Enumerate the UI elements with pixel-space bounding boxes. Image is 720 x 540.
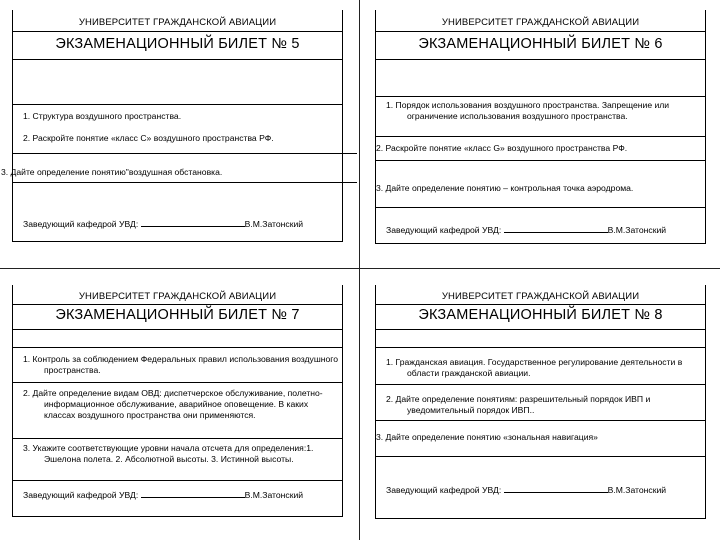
divider [13, 480, 342, 481]
exam-ticket-6 [375, 10, 706, 244]
signature-line [23, 217, 303, 229]
signature-blank [141, 217, 245, 227]
head-label: Заведующий кафедрой УВД: [386, 485, 502, 495]
question-1: 1. Контроль за соблюдением Федеральных правил использования воздушного пространства. [23, 354, 338, 375]
vertical-cut-line [359, 0, 360, 540]
signature-blank [504, 483, 608, 493]
ticket-title: ЭКЗАМЕНАЦИОННЫЙ БИЛЕТ № 5 [55, 36, 300, 52]
divider [376, 96, 705, 97]
exam-ticket-5 [1, 10, 343, 242]
signature-line [386, 223, 666, 235]
signature-blank [504, 223, 608, 233]
question-1: 1. Гражданская авиация. Государственное регулирование деятельности в области гражданской авиации. [386, 357, 683, 378]
question-3: 3. Укажите соответствующие уровни начала отсчета для определения:1. Эшелона полета. 2. Абсолютной высоты. 3. Истинной высоты. [23, 443, 314, 464]
question-2: 2. Раскройте понятие «класс G» воздушного пространства РФ. [376, 143, 628, 153]
divider [13, 382, 342, 383]
divider [13, 347, 342, 348]
head-name: В.М.Затонский [607, 225, 667, 235]
question-3: 3. Дайте определение понятию «зональная навигация» [376, 432, 598, 442]
head-name: В.М.Затонский [244, 490, 304, 500]
divider [376, 207, 705, 208]
head-label: Заведующий кафедрой УВД: [23, 219, 139, 229]
signature-blank [141, 488, 245, 498]
divider [376, 420, 705, 421]
divider [376, 456, 705, 457]
divider [13, 304, 342, 305]
ticket-title: ЭКЗАМЕНАЦИОННЫЙ БИЛЕТ № 7 [55, 307, 300, 323]
divider [13, 59, 342, 60]
divider [376, 59, 705, 60]
divider [13, 31, 342, 32]
signature-line [23, 488, 303, 500]
question-3: 3. Дайте определение понятию – контрольная точка аэродрома. [376, 183, 634, 193]
signature-line [386, 483, 666, 495]
divider [376, 347, 705, 348]
question-1: 1. Порядок использования воздушного пространства. Запрещение или ограничение использования воздушного пространства. [386, 100, 670, 121]
question-2: 2. Дайте определение видам ОВД: диспетчерское обслуживание, полетно-информационное обслуживание, аварийное оповещение. В каких классах воздушного пространства они применяются. [23, 388, 323, 420]
divider [376, 136, 705, 137]
exam-ticket-7 [12, 285, 343, 517]
university-name: УНИВЕРСИТЕТ ГРАЖДАНСКОЙ АВИАЦИИ [441, 291, 640, 302]
horizontal-cut-line [0, 268, 720, 269]
divider [13, 438, 342, 439]
question-1: 1. Структура воздушного пространства. [23, 111, 182, 121]
divider [376, 160, 705, 161]
head-name: В.М.Затонский [244, 219, 304, 229]
divider [13, 329, 342, 330]
ticket-title: ЭКЗАМЕНАЦИОННЫЙ БИЛЕТ № 8 [418, 307, 663, 323]
university-name: УНИВЕРСИТЕТ ГРАЖДАНСКОЙ АВИАЦИИ [78, 291, 277, 302]
divider [376, 329, 705, 330]
divider [13, 182, 357, 183]
divider [376, 31, 705, 32]
university-name: УНИВЕРСИТЕТ ГРАЖДАНСКОЙ АВИАЦИИ [78, 17, 277, 28]
head-name: В.М.Затонский [607, 485, 667, 495]
question-3: 3. Дайте определение понятию"воздушная обстановка. [1, 167, 223, 177]
divider [376, 304, 705, 305]
question-2: 2. Дайте определение понятиям: разрешительный порядок ИВП и уведомительный порядок ИВП.. [386, 394, 651, 415]
head-label: Заведующий кафедрой УВД: [386, 225, 502, 235]
divider [13, 153, 357, 154]
exam-ticket-8 [375, 285, 706, 519]
university-name: УНИВЕРСИТЕТ ГРАЖДАНСКОЙ АВИАЦИИ [441, 17, 640, 28]
ticket-title: ЭКЗАМЕНАЦИОННЫЙ БИЛЕТ № 6 [418, 36, 663, 52]
head-label: Заведующий кафедрой УВД: [23, 490, 139, 500]
question-2: 2. Раскройте понятие «класс С» воздушного пространства РФ. [23, 133, 274, 143]
divider [13, 104, 342, 105]
divider [376, 384, 705, 385]
